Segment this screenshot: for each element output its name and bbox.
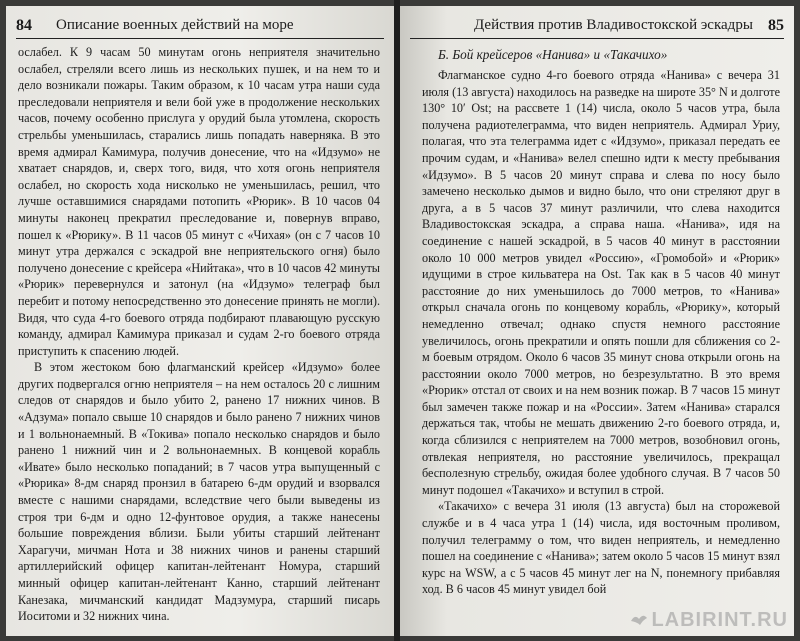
- watermark: [630, 609, 788, 632]
- left-running-head: [16, 14, 384, 39]
- left-body-text: [18, 44, 380, 625]
- paragraph: Флагманское судно 4-го боевого отряда «Нанива» с вечера 31 июля (13 августа) находилось на разведке на широте 35° N и долготе 130° 10′ Ost; на рассвете 1 (14) числа, около 5 часов утра, была получена радиотелеграмма, что виден неприятель. Адмирал Уриу, полагая, что эта телеграмма идет с «Идзумо», приказал передать ее прочим судам, и «Нанива» велел спешно идти к месту пребывания «Идзумо». В 5 часов 20 минут справа и слева по носу было замечено несколько дымов и видно было, что они стреляют друг в друга, а в 5 часов 37 минут различили, что слева находится Владивостокская эскадра, а справа наша. «Нанива», идя на соединение с нашей эскадрой, в 5 часов 40 минут в расстоянии около 10 000 метров увидел «Россию», «Громобой» и «Рюрик» идущими в строе кильватера на Ost. Так как в 5 часов 40 минут расстояние до них уменьшилось до 7000 метров, то «Нанива» открыл сначала огонь по концевому корабль, «Рюрику», который немедленно отвечал; однако спустя немного расстояние увеличилось, огонь прекратили и опять пошли для сближения со 2-м боевым отрядом. Около 6 часов 35 минут снова открыли огонь на расстоянии около 7000 метров, но безрезультатно. В это время «Рюрик» отстал от своих и на нем возник пожар. В 7 часов 15 минут был замечен также пожар и на «России». Затем «Нанива» старался держаться так, чтобы не мешать движению 2-го боевого отряда, и, когда сблизился с неприятелем на 7000 метров, возобновил огонь, отвлекая неприятеля, но расстояние увеличилось, прекращал бесполезную стрельбу, ожидая более удобного случая. В 7 часов 50 минут подошел «Такачихо» и вступил в строй.: [422, 68, 780, 497]
- section-heading: Б. Бой крейсеров «Нанива» и «Такачихо»: [438, 47, 668, 62]
- right-body-text: [422, 44, 780, 598]
- paragraph: ослабел. К 9 часам 50 минутам огонь неприятеля значительно ослабел, стреляли всего лишь из нескольких пушек, и на нем то и дело возникали пожары. Таким образом, к 10 часам утра наши суда преследовали неприятеля и вели бой уже в продолжение нескольких часов, почему особенно прислуга у орудий была утомлена, скорость стрельбы уменьшилась, старались лишь попадать наверняка. В это время адмирал Камимура, получив донесение, что на «Идзумо» не хватает снарядов, и, сверх того, видя, что хотя огонь неприятеля ослабел, но скорость хода нисколько не уменьшилась, решил, что лучше оставшимися снарядами потопить «Рюрик». В 10 часов 04 минуты наконец прекратил преследование и, повернув вправо, пошел к «Рюрику». В 11 часов 05 минут с «Чихая» (он с 7 часов 10 минут утра держался с эскадрой вне неприятельского огня) было получено донесение с крейсера «Нийтака», что в 10 часов 42 минуты «Рюрик» перевернулся и затонул (на «Идзумо» телеграф был перебит и потому непосредственно это донесение принять не могли). Видя, что суда 4-го боевого отряда подбирают плавающую русскую команду, адмирал Камимура приказал и судам 2-го боевого отряда приступить к спасению людей.: [18, 45, 380, 358]
- bird-logo-icon: [630, 612, 648, 628]
- paragraph: В этом жестоком бою флагманский крейсер «Идзумо» более других подвергался огню неприятеля – на нем осталось 20 с лишним следов от снарядов и было убито 2, ранено 17 нижних чинов. В «Адзума» попало свыше 10 снарядов и было ранено 7 нижних чинов и 1 вольнонаемный. В «Токива» попало несколько снарядов и было ранено 1 нижний чин и 2 вольнонаемных. В концевой корабль «Ивате» было несколько попаданий; в 7 часов утра выпущенный с «Рюрика» 8-дм снаряд пронзил в батарею 6-дм орудий и взорвался вместе с нашими снарядами, вследствие чего были выведены из строя три 6-дм и одно 12-фунтовое орудия, а также нанесены большие повреждения вблизи. Были убиты старший лейтенант Харагучи, мичман Нота и 38 нижних чинов и ранены старший артиллерийский офицер капитан-лейтенант Номура, старший минный офицер капитан-лейтенант Канно, старший лейтенант Канезака, мичманский кандидат Мадзумура, старший писарь Иоситоми и 32 нижних чина.: [18, 360, 380, 624]
- right-running-head: [410, 14, 784, 39]
- page-number: 84: [16, 17, 32, 34]
- left-page: [6, 6, 394, 636]
- watermark-text: LABIRINT.RU: [651, 609, 788, 631]
- running-title: Описание военных действий на море: [56, 17, 294, 33]
- paragraph: «Такачихо» с вечера 31 июля (13 августа) был на сторожевой службе и в 4 часа утра 1 (14) числа, идя восточным проливом, получил телеграмму о том, что виден неприятель, и немедленно пошел на соединение с «Нанива»; затем около 5 часов 15 минут взял курс на WSW, а с 5 часов 45 минут лег на N, понемногу прибавляя ход. В 6 часов 45 минут увидел бой: [422, 499, 780, 597]
- right-page: [400, 6, 794, 636]
- page-number: 85: [768, 17, 784, 34]
- running-title: Действия против Владивостокской эскадры: [474, 17, 753, 33]
